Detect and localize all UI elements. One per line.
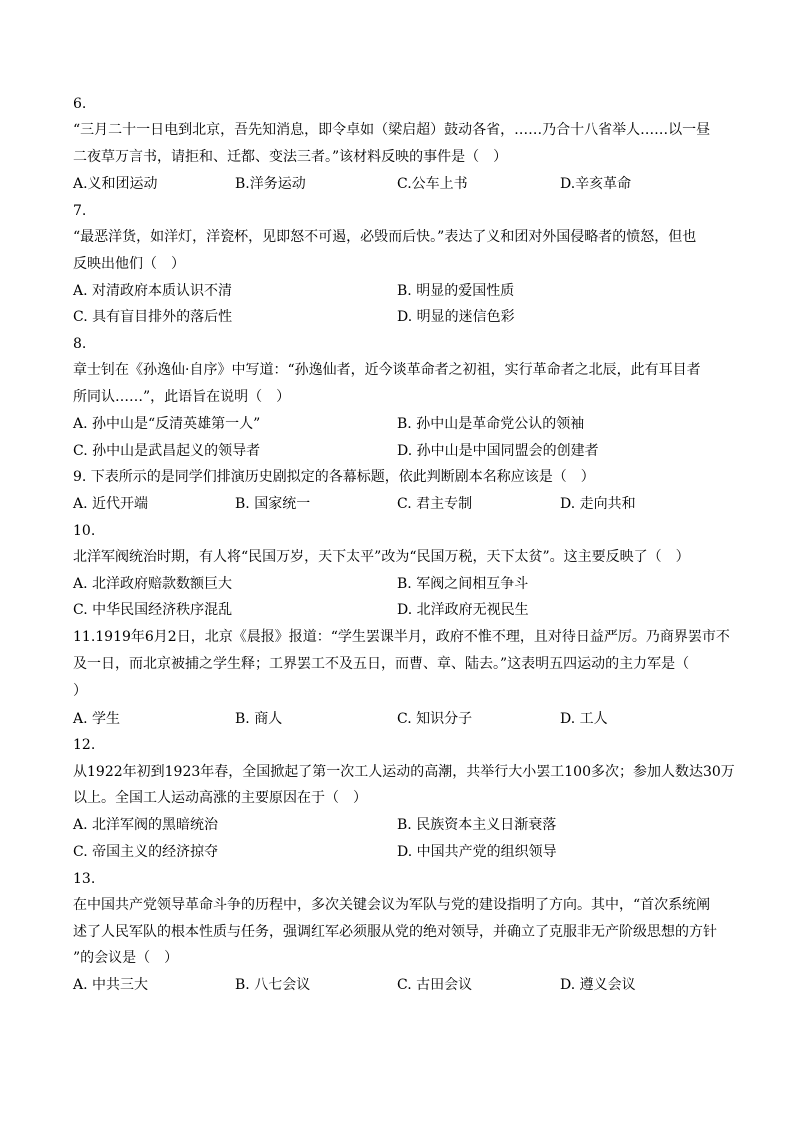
- option-c: C. 中华民国经济秩序混乱: [73, 602, 233, 618]
- question-number: 7.: [73, 203, 87, 219]
- option-d: D.辛亥革命: [560, 176, 632, 192]
- option-d: D. 北洋政府无视民生: [397, 602, 529, 618]
- question-stem-line: 所同认……”，此语旨在说明（ ）: [73, 389, 291, 405]
- question-number: 8.: [73, 336, 87, 352]
- question-number: 10.: [73, 523, 96, 539]
- question-stem-line: 北洋军阀统治时期，有人将“民国万岁，天下太平”改为“民国万税，天下太贫”。这主要反映了（ ）: [73, 549, 690, 565]
- option-d: D. 走向共和: [560, 496, 636, 512]
- option-d: D. 孙中山是中国同盟会的创建者: [397, 443, 599, 459]
- option-b: B.洋务运动: [235, 176, 306, 192]
- question-stem-line: ）: [73, 683, 87, 699]
- question-number: 6.: [73, 96, 87, 112]
- option-a: A. 学生: [73, 711, 121, 727]
- option-a: A. 近代开端: [73, 496, 149, 512]
- option-d: D. 工人: [560, 711, 608, 727]
- option-c: C. 孙中山是武昌起义的领导者: [73, 443, 261, 459]
- question-stem-line: 从1922年初到1923年春，全国掀起了第一次工人运动的高潮，共举行大小罢工100多次；参加人数达30万: [73, 764, 735, 780]
- option-a: A. 中共三大: [73, 977, 149, 993]
- question-stem-line: 11.1919年6月2日，北京《晨报》报道：“学生罢课半月，政府不惟不理，且对待日益严厉。乃商界罢市不: [73, 629, 730, 645]
- option-b: B. 国家统一: [235, 496, 311, 512]
- option-a: A.义和团运动: [73, 176, 158, 192]
- question-stem-line: 9. 下表所示的是同学们排演历史剧拟定的各幕标题，依此判断剧本名称应该是（ ）: [73, 469, 595, 485]
- option-b: B. 孙中山是革命党公认的领袖: [397, 416, 585, 432]
- option-b: B. 民族资本主义日渐衰落: [397, 817, 557, 833]
- option-d: D. 中国共产党的组织领导: [397, 844, 557, 860]
- option-c: C. 帝国主义的经济掠夺: [73, 844, 219, 860]
- option-a: A. 对清政府本质认识不清: [73, 283, 233, 299]
- option-b: B. 商人: [235, 711, 283, 727]
- question-stem-line: 二夜草万言书，请拒和、迁都、变法三者。”该材料反映的事件是（ ）: [73, 149, 508, 165]
- question-stem-line: ”的会议是（ ）: [73, 950, 179, 966]
- question-stem-line: “三月二十一日电到北京，吾先知消息，即令卓如（梁启超）鼓动各省，……乃合十八省举人……以一昼: [73, 122, 711, 138]
- option-a: A. 孙中山是“反清英雄第一人”: [73, 416, 261, 432]
- option-b: B. 明显的爱国性质: [397, 283, 515, 299]
- option-c: C. 古田会议: [397, 977, 473, 993]
- option-a: A. 北洋政府赔款数额巨大: [73, 576, 233, 592]
- question-number: 13.: [73, 871, 96, 887]
- question-stem-line: 述了人民军队的根本性质与任务，强调红军必须服从党的绝对领导，并确立了克服非无产阶级思想的方针: [73, 924, 717, 940]
- option-c: C. 具有盲目排外的落后性: [73, 309, 233, 325]
- option-d: D. 明显的迷信色彩: [397, 309, 515, 325]
- option-c: C. 知识分子: [397, 711, 473, 727]
- option-b: B. 八七会议: [235, 977, 311, 993]
- question-stem-line: 章士钊在《孙逸仙·自序》中写道：“孙逸仙者，近今谈革命者之初祖，实行革命者之北辰，此有耳目者: [73, 362, 701, 378]
- question-stem-line: 反映出他们（ ）: [73, 256, 185, 272]
- question-stem-line: “最恶洋货，如洋灯，洋瓷杯，见即怒不可遏，必毁而后快。”表达了义和团对外国侵略者的愤怒，但也: [73, 229, 697, 245]
- option-c: C. 君主专制: [397, 496, 473, 512]
- option-b: B. 军阀之间相互争斗: [397, 576, 529, 592]
- question-number: 12.: [73, 737, 96, 753]
- question-stem-line: 在中国共产党领导革命斗争的历程中，多次关键会议为军队与党的建设指明了方向。其中，“首次系统阐: [73, 897, 711, 913]
- question-stem-line: 以上。全国工人运动高涨的主要原因在于（ ）: [73, 790, 367, 806]
- option-d: D. 遵义会议: [560, 977, 636, 993]
- question-stem-line: 及一日，而北京被捕之学生释；工界罢工不及五日，而曹、章、陆去。”这表明五四运动的主力军是（: [73, 656, 690, 672]
- option-a: A. 北洋军阀的黑暗统治: [73, 817, 219, 833]
- option-c: C.公车上书: [397, 176, 468, 192]
